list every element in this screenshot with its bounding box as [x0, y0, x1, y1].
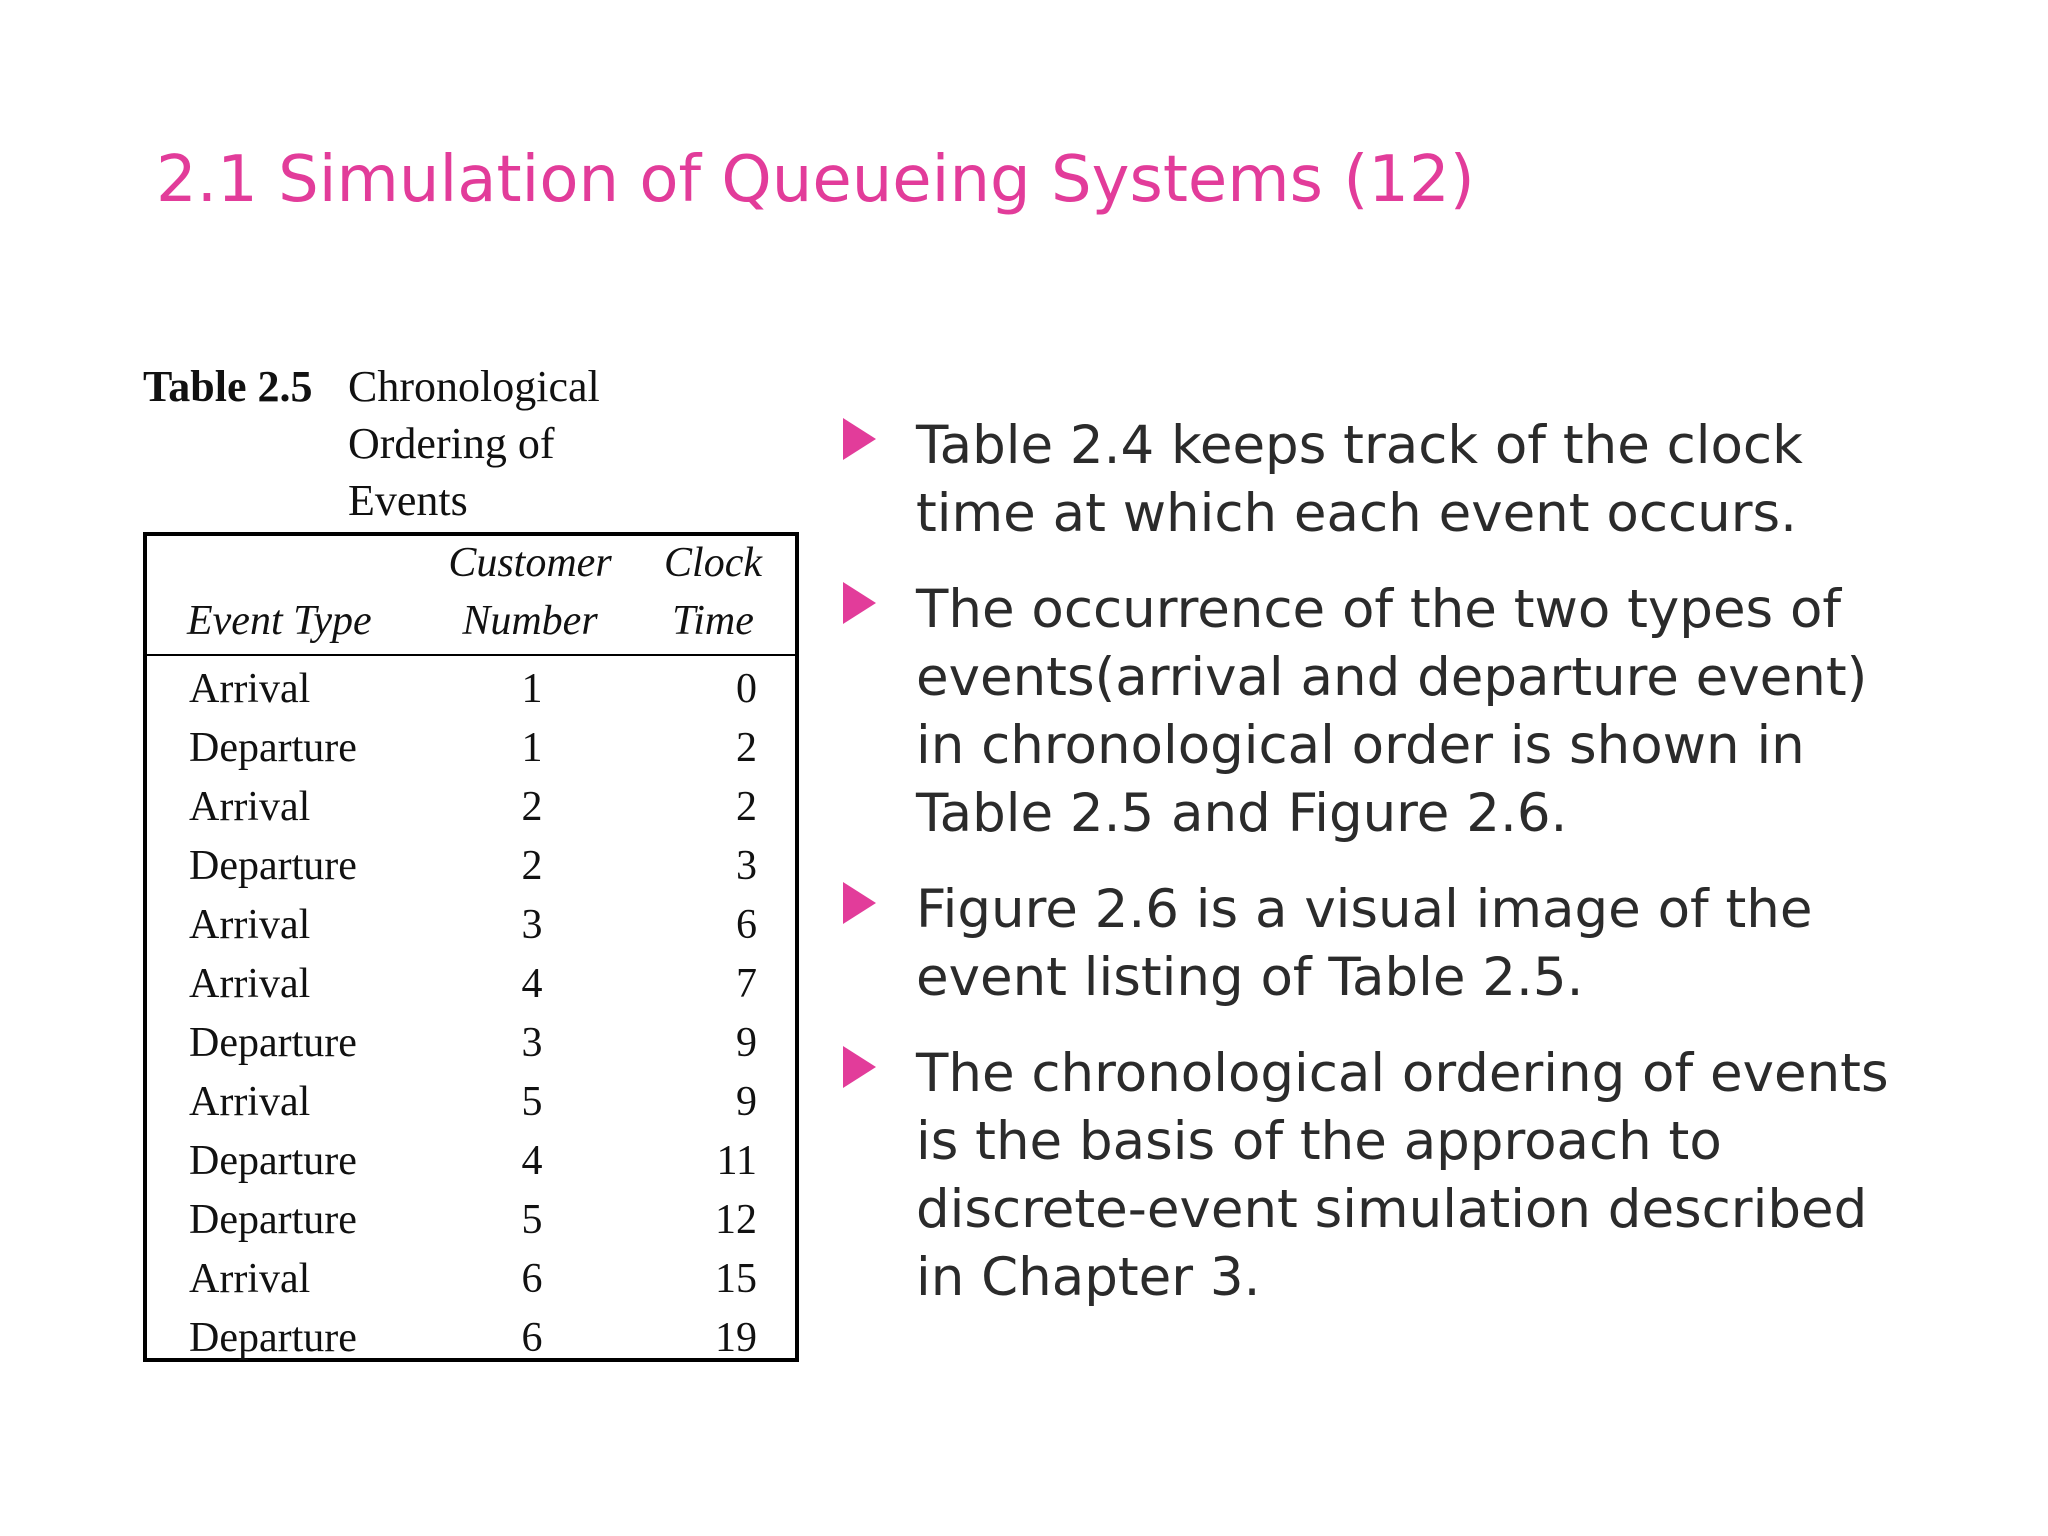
bullet-line: Figure 2.6 is a visual image of the: [916, 879, 1813, 940]
cell-customer-number: 4: [521, 961, 543, 1007]
table-row: [147, 955, 795, 1014]
cell-clock-time: 9: [736, 1020, 757, 1066]
table-row: [147, 660, 795, 719]
cell-customer-number: 4: [521, 1138, 543, 1184]
cell-event-type: Departure: [189, 1315, 357, 1361]
table-body: [147, 660, 795, 1368]
header-customer-line2: Number: [462, 598, 598, 644]
table-row: [147, 1250, 795, 1309]
cell-event-type: Arrival: [189, 902, 311, 948]
table-row: [147, 837, 795, 896]
table-row: [147, 1191, 795, 1250]
table-label: Table 2.5: [143, 362, 313, 411]
cell-customer-number: 2: [521, 784, 543, 830]
cell-event-type: Departure: [189, 1138, 357, 1184]
table-title-line: Chronological: [348, 362, 600, 411]
header-clock-line1: Clock: [664, 540, 762, 586]
cell-event-type: Arrival: [189, 1079, 311, 1125]
cell-customer-number: 1: [521, 666, 543, 712]
cell-customer-number: 6: [521, 1315, 543, 1361]
header-customer-line1: Customer: [448, 540, 612, 586]
header-clock-time: [633, 534, 793, 650]
slide-title: 2.1 Simulation of Queueing Systems (12): [156, 143, 1475, 217]
table-row: [147, 1309, 795, 1368]
table-title-line: Events: [348, 476, 468, 525]
cell-event-type: Arrival: [189, 1256, 311, 1302]
table-row: [147, 1073, 795, 1132]
cell-clock-time: 2: [736, 725, 757, 771]
table-row: [147, 1132, 795, 1191]
bullet-text: [916, 876, 2020, 1012]
cell-customer-number: 2: [521, 843, 543, 889]
cell-event-type: Arrival: [189, 784, 311, 830]
cell-customer-number: 1: [521, 725, 543, 771]
bullet-item: [840, 412, 2020, 548]
bullet-line: in Chapter 3.: [916, 1247, 1261, 1308]
triangle-right-icon: [843, 582, 876, 624]
events-table: [143, 532, 799, 1362]
cell-event-type: Departure: [189, 1020, 357, 1066]
bullet-line: time at which each event occurs.: [916, 483, 1797, 544]
bullet-line: in chronological order is shown in: [916, 715, 1805, 776]
cell-clock-time: 15: [715, 1256, 757, 1302]
cell-event-type: Arrival: [189, 666, 311, 712]
cell-event-type: Departure: [189, 725, 357, 771]
cell-customer-number: 6: [521, 1256, 543, 1302]
table-title: [348, 358, 668, 529]
header-event-type: Event Type: [187, 598, 372, 644]
table-header: [147, 536, 795, 656]
cell-clock-time: 0: [736, 666, 757, 712]
cell-clock-time: 19: [715, 1315, 757, 1361]
cell-clock-time: 9: [736, 1079, 757, 1125]
bullet-line: The occurrence of the two types of: [916, 579, 1842, 640]
bullet-text: [916, 576, 2020, 848]
table-row: [147, 778, 795, 837]
bullet-line: The chronological ordering of events: [916, 1043, 1889, 1104]
cell-clock-time: 12: [715, 1197, 757, 1243]
cell-clock-time: 11: [716, 1138, 757, 1184]
table-row: [147, 1014, 795, 1073]
bullet-list: [840, 412, 2020, 1340]
bullet-line: event listing of Table 2.5.: [916, 947, 1584, 1008]
triangle-right-icon: [843, 418, 876, 460]
bullet-item: [840, 1040, 2020, 1312]
header-customer-number: [425, 534, 635, 650]
bullet-item: [840, 876, 2020, 1012]
bullet-item: [840, 576, 2020, 848]
bullet-line: is the basis of the approach to: [916, 1111, 1722, 1172]
cell-clock-time: 6: [736, 902, 757, 948]
table-row: [147, 719, 795, 778]
bullet-text: [916, 1040, 2020, 1312]
cell-clock-time: 2: [736, 784, 757, 830]
cell-event-type: Arrival: [189, 961, 311, 1007]
bullet-line: events(arrival and departure event): [916, 647, 1868, 708]
bullet-line: Table 2.5 and Figure 2.6.: [916, 783, 1568, 844]
bullet-line: Table 2.4 keeps track of the clock: [916, 415, 1803, 476]
cell-customer-number: 5: [521, 1197, 543, 1243]
cell-customer-number: 3: [521, 1020, 543, 1066]
bullet-text: [916, 412, 2020, 548]
cell-clock-time: 3: [736, 843, 757, 889]
table-title-line: Ordering of: [348, 419, 555, 468]
triangle-right-icon: [843, 1046, 876, 1088]
header-clock-line2: Time: [672, 598, 754, 644]
cell-customer-number: 5: [521, 1079, 543, 1125]
cell-event-type: Departure: [189, 1197, 357, 1243]
bullet-line: discrete-event simulation described: [916, 1179, 1868, 1240]
table-row: [147, 896, 795, 955]
triangle-right-icon: [843, 882, 876, 924]
cell-customer-number: 3: [521, 902, 543, 948]
cell-clock-time: 7: [736, 961, 757, 1007]
cell-event-type: Departure: [189, 843, 357, 889]
